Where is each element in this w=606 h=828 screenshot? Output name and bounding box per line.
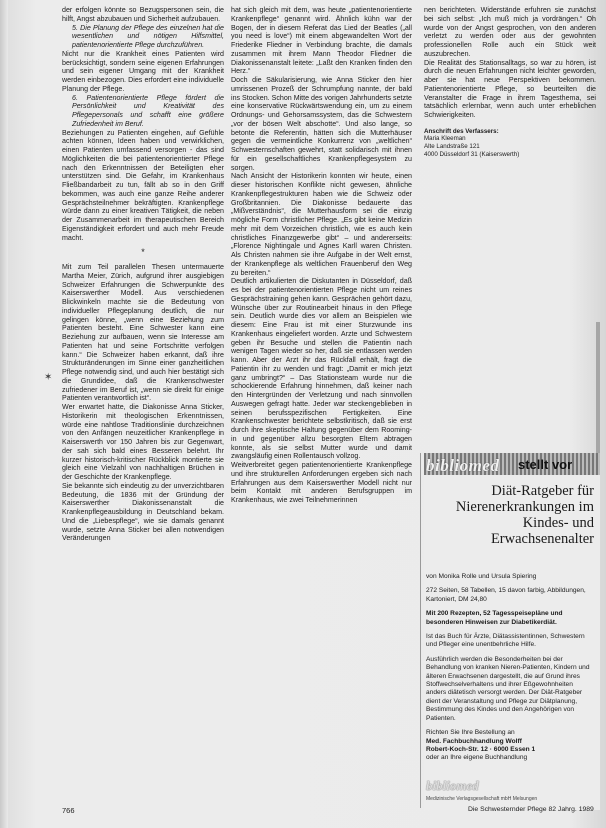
numbered-thesis: 5. Die Planung der Pflege des einzelnen hat die wesentlichen und nötigen Hilfsmittel, patientenorientierte Pflege durchzuführen.	[72, 23, 224, 49]
paragraph: Beziehungen zu Patienten eingehen, auf Gefühle achten können, Ideen haben und verwirklichen, einen Patienten umfassend versorgen - das sind Möglichkeiten die bei patientenorientierter Pflege nach den Erkenntnissen der Beteiligten eher unterstützen sind. Die Gefahr, im Krankenhaus Fließbandarbeit zu tun, fällt ab so in den Griff bekommen, was auch eine ganze Reihe anderer Gesprächsteilnehmer bekräftigten. Krankenpflege würde dann zu einer kreativen Tätigkeit, die neben der Zusammenarbeit im therapeutischen Bereich Eigenständigkeit erfordert und auch mehr Freude macht.	[62, 128, 224, 242]
order-label: Richten Sie Ihre Bestellung an	[426, 729, 515, 737]
numbered-thesis: 6. Patientenorientierte Pflege fördert die Persönlichkeit und Kreativität des Pflegepersonals und schafft eine größere Zufriedenheit im Beruf.	[72, 93, 224, 128]
paragraph: Nicht nur die Krankheit eines Patienten wird berücksichtigt, sondern seine eigenen Erfahrungen und sein eigener Umgang mit der Krankheit werden einbezogen. Dies erfordert eine individuelle Planung der Pflege.	[62, 49, 224, 93]
paragraph: hat sich gleich mit dem, was heute „patientenorientierte Krankenpflege“ genannt wird. Ähnlich kühn war der Bogen, der in diesem Referat das Lied der Beatles („all you need is love“) mit einem abgewandelten Wort der Friederike Fliedner in Verbindung brachte, die damals zusammen mit ihrem Mann Theodor Fliedner die Diakonissenanstalt leitete: „Laßt den Kranken finden den Herz.“	[231, 6, 412, 76]
book-description: Ist das Buch für Ärzte, Diätassistentinnen, Schwestern und Pfleger eine unentbehrliche Hilfe.	[426, 633, 585, 649]
book-highlight: Mit 200 Rezepten, 52 Tagesspeisepläne und besonderen Hinweisen zur Diabetikerdiät.	[426, 610, 563, 626]
paragraph: Doch die Säkularisierung, wie Anna Sticker den hier umrissenen Prozeß der Schrumpfung nannte, der bald ins Stocken. Schon Mitte des vorigen Jahrhunderts setzte eine konservative Rückwärtswendung ein, um zu einem Ordnungs- und Gehorsamssystem, das die Schwestern „vor der bösen Welt abschotte“. Und also lange, so betonte die Referentin, hätten sich die Mutterhäuser gegen die vermeintliche Konkurrenz von „weltlichen“ Schwesternschaften gewehrt, statt solidarisch mit ihnen für ein gesellschaftliches Krankenpflegesystem zu sorgen.	[231, 76, 412, 172]
footer-logo: bibliomed	[426, 778, 479, 793]
paragraph: Die Realität des Stationsalltags, so war zu hören, ist durch die neuen Erfahrungen nicht leichter geworden, aber sie hat neue Perspektiven bekommen. Patientenorientierte Pflege, so beurteilten die Veranstalter die Frage in ihrem Tagesthema, sei tatsächlich erlernbar, wenn auch unter erheblichen Schwierigkeiten.	[424, 58, 596, 119]
publisher-logo: bibliomed	[426, 456, 500, 475]
paragraph: Weitverbreitet gegen patientenorientierte Krankenpflege und ihre strukturellen Anforderungen ergeben sich nach Erfahrungen aus dem Kaiserswerther Modell nicht nur beim Kontakt mit anderen Berufsgruppen im Krankenhaus, wie zwei Teilnehmerinnen	[231, 461, 412, 504]
text-column-1	[62, 6, 224, 543]
order-alternative: oder an Ihre eigene Buchhandlung	[426, 754, 528, 762]
ad-divider	[420, 453, 421, 808]
order-address: Robert-Koch-Str. 12 · 6000 Essen 1	[426, 745, 536, 753]
ad-body	[426, 573, 594, 763]
paragraph: der erfolgen könnte so Bezugspersonen sein, die hilft, Angst abzubauen und Sicherheit aufzubauen.	[62, 6, 224, 23]
paragraph: nen berichteten. Widerstände erfuhren sie zunächst bei sich selbst: „Ich muß mich ja vordrängen.“ Oh wurde von der Angst gesprochen, von den anderen verletzt zu werden oder aus der gewohnten professionellen Rolle auch ein Stück weit auszubrechen.	[424, 6, 596, 58]
page-edge	[0, 0, 8, 828]
margin-bar	[596, 322, 600, 462]
footer-logo-subtitle: Medizinische Verlagsgesellschaft mbH Melsungen	[426, 796, 538, 802]
paragraph: Mit zum Teil parallelen Thesen untermauerte Martha Meier, Zürich, aufgrund ihrer ausgiebigen Schweizer Erfahrungen die Schwerpunkte des Kaiserswerther Modell. Aus verschiedenen Blickwinkeln machte sie die Bedeutung von individueller Pflegeplanung deutlich, die nur gelingen könne, „wenn eine Beziehung zum Patienten besteht. Eine Schwester kann eine Beziehung zur aufbauen, wenn sie Interesse am Patienten hat und seine Fortschritte verfolgen kann.“ Die Schweizer haben erkannt, daß ihre Strukturänderungen im Sinne einer ganzheitlichen Pflege notwendig sind, und auch hier bestätigt sich die Grundidee, daß die Krankenschwester zufriedener im Beruf ist, „wenn sie direkt für einige Patienten verantwortlich ist“.	[62, 263, 224, 403]
page-number: 766	[62, 806, 75, 815]
ad-tagline: stellt vor	[518, 457, 573, 472]
journal-footer: Die Schwesternder Pflege 82 Jahrg. 1989	[468, 806, 594, 813]
paragraph: Deutlich artikulierten die Diskutanten in Düsseldorf, daß es bei der patientenorientierten Pflege nicht um reines Gesprächstraining gehen kann. Gesprächen gehört dazu, Wünsche über zur Routinearbeit hinaus in den Pflege sein. Deutlich wurde dies vor allem an Beispielen wie diesem: Eine Frau ist mit einer Sturzwunde ins Krankenhaus eingeliefert worden. Arzte und Schwestern geben ihr Besuche und stellen die Patientin nach wenigen Tagen wieder so her, daß sie entlassen werden kann. Aber der Arzt ihr das Rückfall erhält, fragt die Patientin ihr zu wenden und fragt: „Damit er mich jetzt ganz umbringt?“ – Das Stationsteam wurde nur die schockierende Erfahrung hinnehmen, daß keiner nach den Hintergründen der Verletzung und nach sinnvollen Auswegen gefragt hatte. Jeder war steckengeblieben in seinen berufsspezifischen Fertigkeiten. Eine Krankenschwester berichtete selbstkritisch, daß sie erst durch ihre skeptische Haltung gegenüber dem Rooming-in und gegenüber allzu besorgten Eltern abtragen konnte, als sie selbst Mutter wurde und damit zwangsläufig einen Rollentausch vollzog.	[231, 277, 412, 461]
author-address-label: Anschrift des Verfassers:	[424, 127, 499, 135]
advertisement	[424, 453, 600, 810]
paragraph: Wer erwartet hatte, die Diakonisse Anna Sticker, Historikerin mit theologischen Erkenntnissen, würde eine nahtlose Traditionslinie durchzeichnen von den Anfängen neuzeitlicher Krankenpflege in Kaiserswerth vor 150 Jahren bis zur Gegenwart, der sah sich bald eines Besseren belehrt. Ihr kurzer historisch-kritischer Rückblick montierte sie gleich eine Vielzahl von nachhaltigen Brüchen in der Geschichte der Krankenpflege.	[62, 403, 224, 481]
author-city: 4000 Düsseldorf 31 (Kaiserswerth)	[424, 150, 520, 158]
book-authors: von Monika Rolle und Ursula Spiering	[426, 573, 537, 580]
text-column-3	[424, 6, 596, 158]
text-column-2	[231, 6, 412, 505]
book-description: Ausführlich werden die Besonderheiten bei der Behandlung von kranken Nieren-Patienten, Kindern und älteren Erwachsenen dargestellt, die auf Grund ihres Stoffwechselverhaltens und ihrer Eßgewohnheiten anders diätetisch versorgt werden. Der Diät-Ratgeber dient der Veranstaltung und Pflege zur Diätplanung, Bestimmung des Kindes und den Angehörigen von Patienten.	[426, 655, 590, 722]
paragraph: Nach Ansicht der Historikerin konnten wir heute, einen dieser historischen Konflikte nicht gewesen, ähnliche Krankenpflegestrukturen haben wie die Schweiz oder Großbritannien. Die Diakonisse bedauerte das „Mißverständnis“, die Mutterhausform sei die einzig mögliche Form christlicher Pflege. „Es gibt keine Medizin mehr mit dem Vorzeichen christlich, wie es auch kein christliches Finanzgewerbe gibt“ – und andererseits: „Florence Nightingale und Agnes Karll waren Christen. Als Christen nahmen sie ihre Aufgabe in der Welt ernst, der Krankenpflege als weltlichen Frauenberuf den Weg zu bereiten.“	[231, 172, 412, 277]
order-company: Med. Fachbuchhandlung Wolff	[426, 737, 522, 745]
section-separator: *	[141, 247, 145, 258]
margin-mark: ✶	[44, 372, 53, 383]
book-specs: 272 Seiten, 58 Tabellen, 15 davon farbig, Abbildungen, Kartoniert, DM 24,80	[426, 587, 586, 603]
book-title: Diät-Ratgeber für Nierenerkrankungen im Kindes- und Erwachsenenalter	[455, 483, 594, 547]
paragraph: Sie bekannte sich eindeutig zu der unverzichtbaren Bedeutung, die 1836 mit der Gründung der Kaiserswerther Diakonissenanstalt die Krankenpflegeausbildung in Deutschland bekam. Und die „Liebespflege“, wie sie damals genannt wurde, setzte Anna Sticker bei allen notwendigen Veränderungen	[62, 481, 224, 543]
author-name: Maria Kleeman	[424, 135, 466, 143]
author-street: Alte Landstraße 121	[424, 142, 480, 150]
